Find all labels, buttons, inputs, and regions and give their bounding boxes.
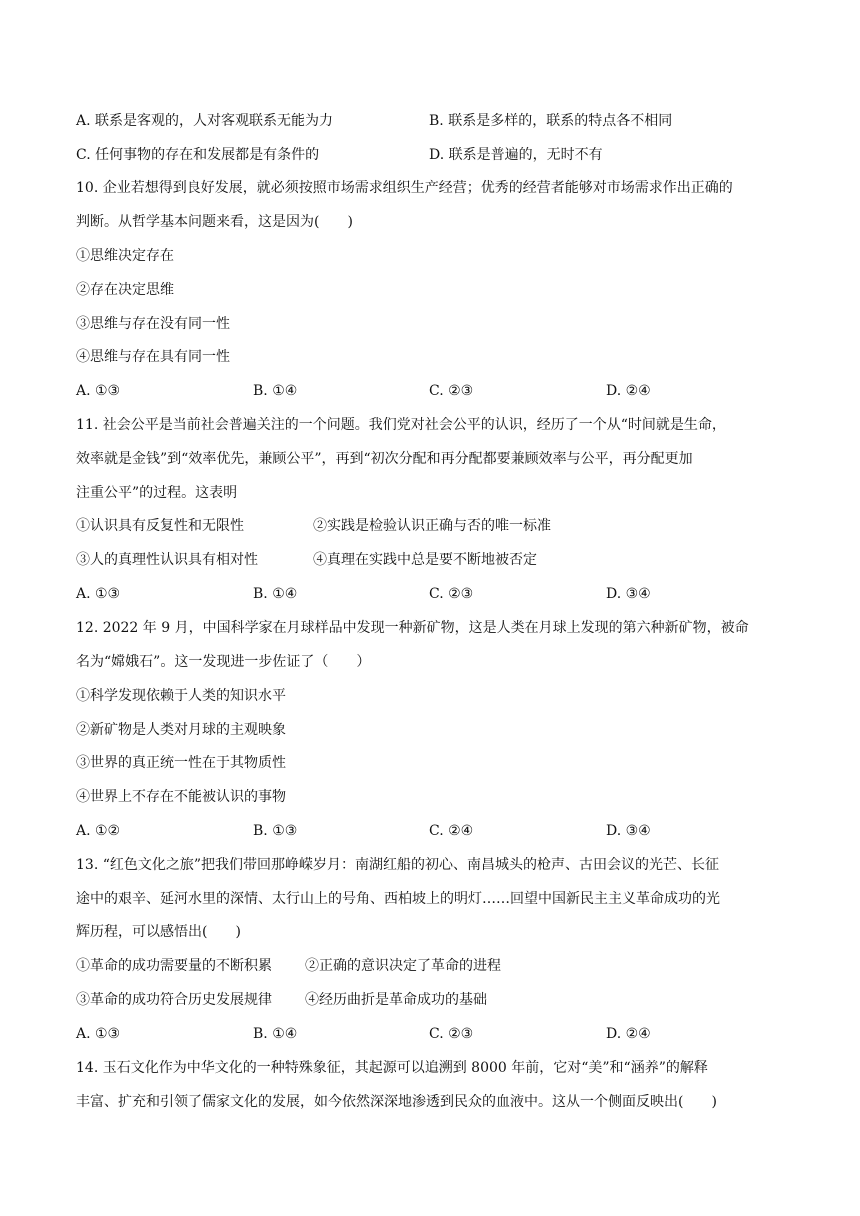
q12-option-c: C. ②④ [429, 823, 474, 839]
q10-statement-4: ④思维与存在具有同一性 [76, 349, 230, 365]
q11-options [0, 584, 860, 604]
q10-statement-1: ①思维决定存在 [76, 248, 174, 264]
q10-option-c: C. ②③ [429, 383, 474, 399]
q13-stem-line-3: 辉历程，可以感悟出( ) [76, 924, 241, 940]
q13-option-d: D. ②④ [606, 1026, 651, 1042]
q10-statement-3: ③思维与存在没有同一性 [76, 316, 230, 332]
q13-option-a: A. ①③ [76, 1026, 121, 1042]
q11-option-c: C. ②③ [429, 586, 474, 602]
q13-options [0, 1024, 860, 1044]
q11-option-a: A. ①③ [76, 586, 121, 602]
q11-option-d: D. ③④ [606, 586, 651, 602]
q10-stem-line-2: 判断。从哲学基本问题来看，这是因为( ) [76, 214, 353, 230]
q13-statements-row-1 [0, 956, 860, 976]
q12-statement-3: ③世界的真正统一性在于其物质性 [76, 755, 286, 771]
q12-stem-line-1: 12. 2022 年 9 月，中国科学家在月球样品中发现一种新矿物，这是人类在月球上发现的第六种新矿物，被命 [76, 620, 749, 636]
q14-stem-line-2: 丰富、扩充和引领了儒家文化的发展，如今依然深深地渗透到民众的血液中。这从一个侧面反映出( ) [76, 1094, 717, 1110]
q12-option-a: A. ①② [76, 823, 121, 839]
q11-statement-4: ④真理在实践中总是要不断地被否定 [313, 552, 537, 568]
q13-statement-1: ①革命的成功需要量的不断积累 [76, 958, 272, 974]
q11-option-b: B. ①④ [253, 586, 298, 602]
q13-option-b: B. ①④ [253, 1026, 298, 1042]
q10-stem-line-1: 10. 企业若想得到良好发展，就必须按照市场需求组织生产经营；优秀的经营者能够对市场需求作出正确的 [76, 180, 733, 196]
q12-statement-1: ①科学发现依赖于人类的知识水平 [76, 688, 286, 704]
prev-options-row-2 [0, 145, 860, 165]
q12-statement-4: ④世界上不存在不能被认识的事物 [76, 789, 286, 805]
q11-statement-1: ①认识具有反复性和无限性 [76, 518, 244, 534]
option-b: B. 联系是多样的，联系的特点各不相同 [429, 113, 673, 129]
q11-statement-2: ②实践是检验认识正确与否的唯一标准 [313, 518, 551, 534]
q13-option-c: C. ②③ [429, 1026, 474, 1042]
q10-statement-2: ②存在决定思维 [76, 282, 174, 298]
q11-statement-3: ③人的真理性认识具有相对性 [76, 552, 258, 568]
q10-option-b: B. ①④ [253, 383, 298, 399]
option-a: A. 联系是客观的，人对客观联系无能为力 [76, 113, 334, 129]
q13-statement-4: ④经历曲折是革命成功的基础 [305, 992, 487, 1008]
q11-stem-line-3: 注重公平”的过程。这表明 [76, 485, 238, 501]
option-c: C. 任何事物的存在和发展都是有条件的 [76, 147, 320, 163]
q12-option-d: D. ③④ [606, 823, 651, 839]
q13-stem-line-1: 13. “红色文化之旅”把我们带回那峥嵘岁月：南湖红船的初心、南昌城头的枪声、古田会议的光芒、长征 [76, 857, 720, 873]
q13-statement-3: ③革命的成功符合历史发展规律 [76, 992, 272, 1008]
q14-stem-line-1: 14. 玉石文化作为中华文化的一种特殊象征，其起源可以追溯到 8000 年前，它对“美”和“涵养”的解释 [76, 1060, 708, 1076]
q12-options [0, 821, 860, 841]
q10-option-d: D. ②④ [606, 383, 651, 399]
q12-statement-2: ②新矿物是人类对月球的主观映象 [76, 722, 286, 738]
q11-stem-line-2: 效率就是金钱”到“效率优先，兼顾公平”，再到“初次分配和再分配都要兼顾效率与公平，再分配更加 [76, 451, 693, 467]
q11-statements-row-1 [0, 516, 860, 536]
prev-options-row-1 [0, 111, 860, 131]
q10-option-a: A. ①③ [76, 383, 121, 399]
q11-statements-row-2 [0, 550, 860, 570]
q11-stem-line-1: 11. 社会公平是当前社会普遍关注的一个问题。我们党对社会公平的认识，经历了一个从“时间就是生命， [76, 417, 726, 433]
q10-options [0, 381, 860, 401]
q13-statement-2: ②正确的意识决定了革命的进程 [305, 958, 501, 974]
q13-stem-line-2: 途中的艰辛、延河水里的深情、太行山上的号角、西柏坡上的明灯……回望中国新民主主义革命成功的光 [76, 891, 720, 907]
option-d: D. 联系是普遍的，无时不有 [429, 147, 603, 163]
q13-statements-row-2 [0, 990, 860, 1010]
q12-stem-line-2: 名为“嫦娥石”。这一发现进一步佐证了（ ） [76, 654, 371, 670]
q12-option-b: B. ①③ [253, 823, 298, 839]
